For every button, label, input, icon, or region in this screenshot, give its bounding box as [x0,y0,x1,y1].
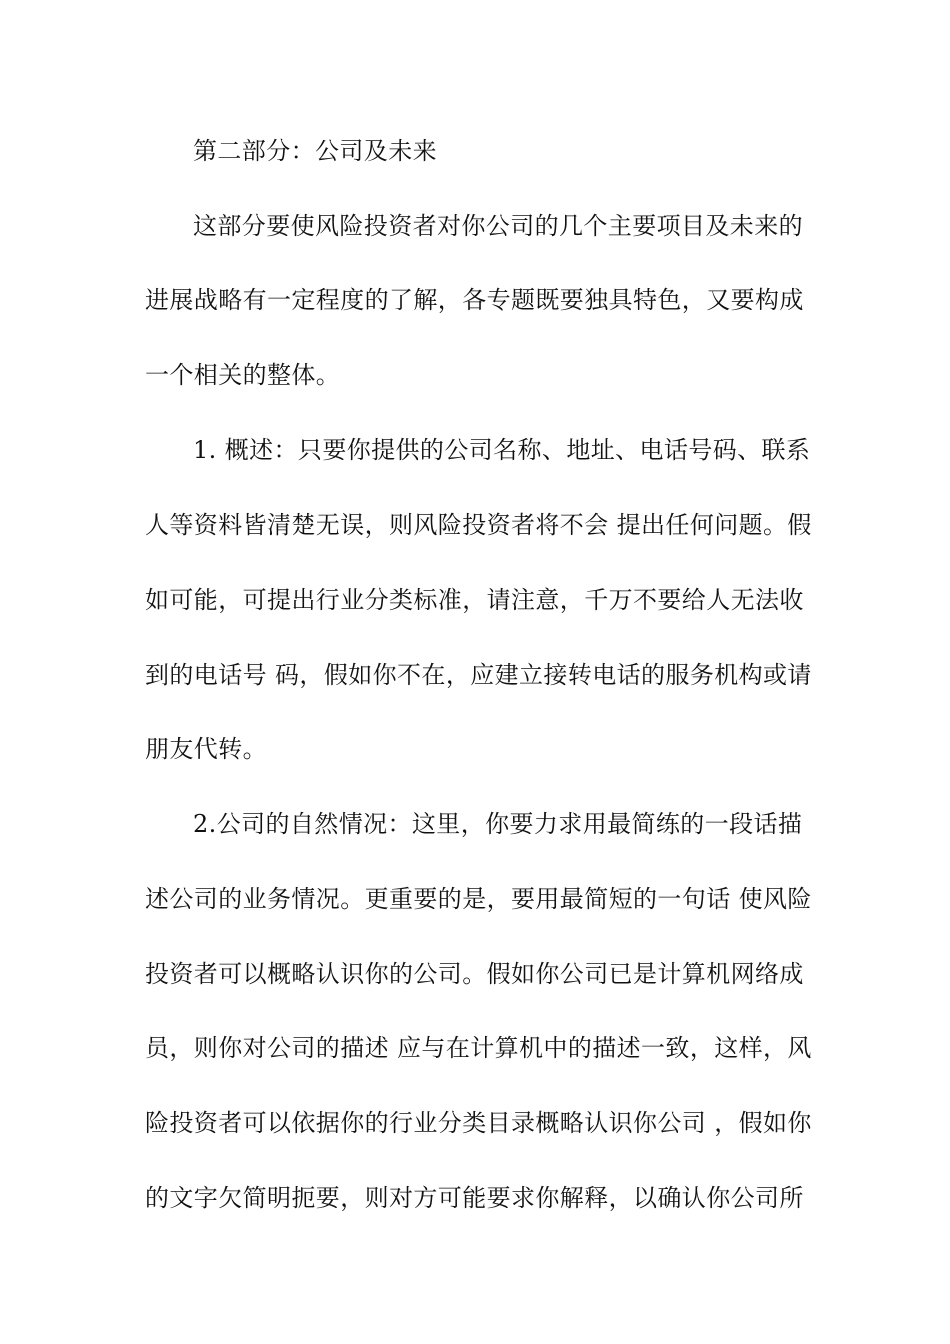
paragraph-line: 1. 概述：只要你提供的公司名称、地址、电话号码、联系 [193,436,811,464]
paragraph-line: 的文字欠简明扼要，则对方可能要求你解释，以确认你公司所 [145,1184,804,1212]
paragraph-line: 员，则你对公司的描述 应与在计算机中的描述一致，这样，风 [145,1034,812,1062]
paragraph-line: 一个相关的整体。 [145,361,341,389]
paragraph-line: 述公司的业务情况。更重要的是，要用最简短的一句话 使风险 [145,885,812,913]
paragraph-line: 2.公司的自然情况：这里，你要力求用最简练的一段话描 [193,810,803,838]
paragraph-line: 如可能，可提出行业分类标准，请注意，千万不要给人无法收 [145,586,804,614]
paragraph-line: 到的电话号 码，假如你不在，应建立接转电话的服务机构或请 [145,661,812,689]
paragraph-line: 险投资者可以依据你的行业分类目录概略认识你公司 ，假如你 [145,1109,812,1137]
paragraph-line: 投资者可以概略认识你的公司。假如你公司已是计算机网络成 [145,960,804,988]
paragraph-line: 朋友代转。 [145,735,267,763]
paragraph-line: 这部分要使风险投资者对你公司的几个主要项目及未来的 [193,212,803,240]
section-heading: 第二部分：公司及未来 [193,137,437,165]
paragraph-line: 人等资料皆清楚无误，则风险投资者将不会 提出任何问题。假 [145,511,812,539]
paragraph-line: 进展战略有一定程度的了解，各专题既要独具特色，又要构成 [145,286,804,314]
